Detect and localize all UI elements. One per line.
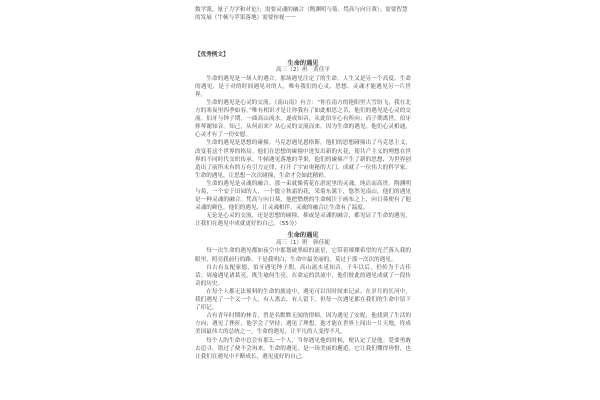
essay-paragraph: 无论是心灵的交流，还是思想的碰撞，抑或是灵魂的融合，都见证了生命的遇见，让我们在遇见中成就更好的自己。（55分） (195, 213, 411, 228)
essay-body (195, 247, 411, 360)
essay-author: 高三（2）班 黄佳平 (276, 67, 330, 74)
intro-text: 数学派、量子力学和对论》；需要灵魂的融合（陶渊明与菊、梵高与向日葵）；需要智慧的发展（牛顿与苹果落地）需要你视一一 (195, 7, 408, 22)
essay-paragraph: 生命的遇见是心灵的交流。《南山南》有言：“你在南方的艳阳里大雪纷飞，我在北方的寒夜里四季如春。”唯有相识才是让你我有了如此相思之苦，他们的遇见是心灵的交流。伯牙与钟子期，一曲高山流水，遂成知音，从此伯牙心有所向；而子期离世，伯牙摔琴谢知音。知己，从何而来？从心灵的交流而来。因为生命的遇见，他们心灵相通，心灵才有了一份安慰。 (195, 99, 411, 139)
essay-paragraph: 自古有友配家德，伯牙遇见钟子期，高山流水觅知音，千年以后，仍传为千古佳话；周瑜遇见诸葛亮，既生瑜何生亮，在命运的洪流中，他们彼此的遇见成就了一段传奇的历史。 (195, 264, 411, 287)
essay-title: 生命的遇见 (287, 59, 319, 67)
essay-paragraph: 生命的遇见是灵魂的融合。那一束就像荷花在淤泥里的灵魂，纯洁而高贵。陶渊明与菊，一个安于田园的人，一个傲立秋霜的花，采菊东篱下，悠然见南山，他们的遇见是一种灵魂的融合。梵高与向日葵，他把燃烧的生命倾注于画布之上，向日葵便有了他灵魂的颜色。他们的遇见，让灵魂相伴，灵魂的融合让生命有了温度。 (195, 180, 411, 212)
essay-paragraph: 在每个人都无法预料的生命的旅途中，遇见可以用时间来记录。在岁月的长河中，我们遇见了一个又一个人，有人离去，有人留下，但每一次遇见都在我们的生命中留下了印记。 (195, 288, 411, 312)
essay-author: 高三（1）班 韩佳妮 (276, 239, 330, 246)
essay-body (195, 75, 411, 229)
section-label: 【优秀例文】 (195, 52, 229, 59)
essay-paragraph: 每一次生命的遇见都如夜空中那划破黑暗的流星，它带着璀璨希望的光芒落入我的眼里，照亮我前行的路。于是我明白，生命中最美丽的，莫过于那一次次的遇见。 (195, 248, 411, 263)
essay-paragraph: 每个人的生命中总会有那么一个人，当你遇见他的时候，便认定了是他。爱要勇敢去追寻，错过了便不会再来。生命的遇见，是一场美丽的邂逅，它让我们懂得珍惜，也让我们在遇见中不断成长，遇见更好的自己。 (195, 337, 411, 360)
essay-paragraph: 生命的遇见是一场人的遇合，那场遇见注定了的生命，人生又是另一个高度。生命的遇见，是于对的时间遇见对的人，唯有我们的心灵、思想、灵魂才能遇见另一片世界。 (195, 75, 411, 98)
essay-2 (195, 232, 411, 360)
essay-paragraph: 古有青年时期的林肯，曾是名默默无闻的律师，因为遇见了安妮，他找到了生活的方向；遇见了挫折，他学会了坚持；遇见了理想，他才能在世界上闯出一片天地，终成美国最伟大的总统之一。生命的遇见，让平凡的人变得不凡。 (195, 313, 411, 336)
text-column (195, 6, 411, 361)
essay-paragraph: 生命的遇见是思想的碰撞。马克思遇见恩格斯，他们的思想碰撞出了马克思主义，改变着这个世界的格局。他们在思想的碰撞中迸发出新的火花，使共产主义的理想在世界的不同时代交织传承。牛顿遇见落地的苹果，他们的碰撞产生了新的思想，为世界创造出了前所未有的万有引力定律，打开了宇宙奥秘的大门，成就了一位伟大的科学家。生命的遇见，让思想一次次碰撞，生命才会如此精彩。 (195, 140, 411, 179)
essay-1 (195, 60, 411, 229)
essay-title: 生命的遇见 (287, 232, 319, 240)
